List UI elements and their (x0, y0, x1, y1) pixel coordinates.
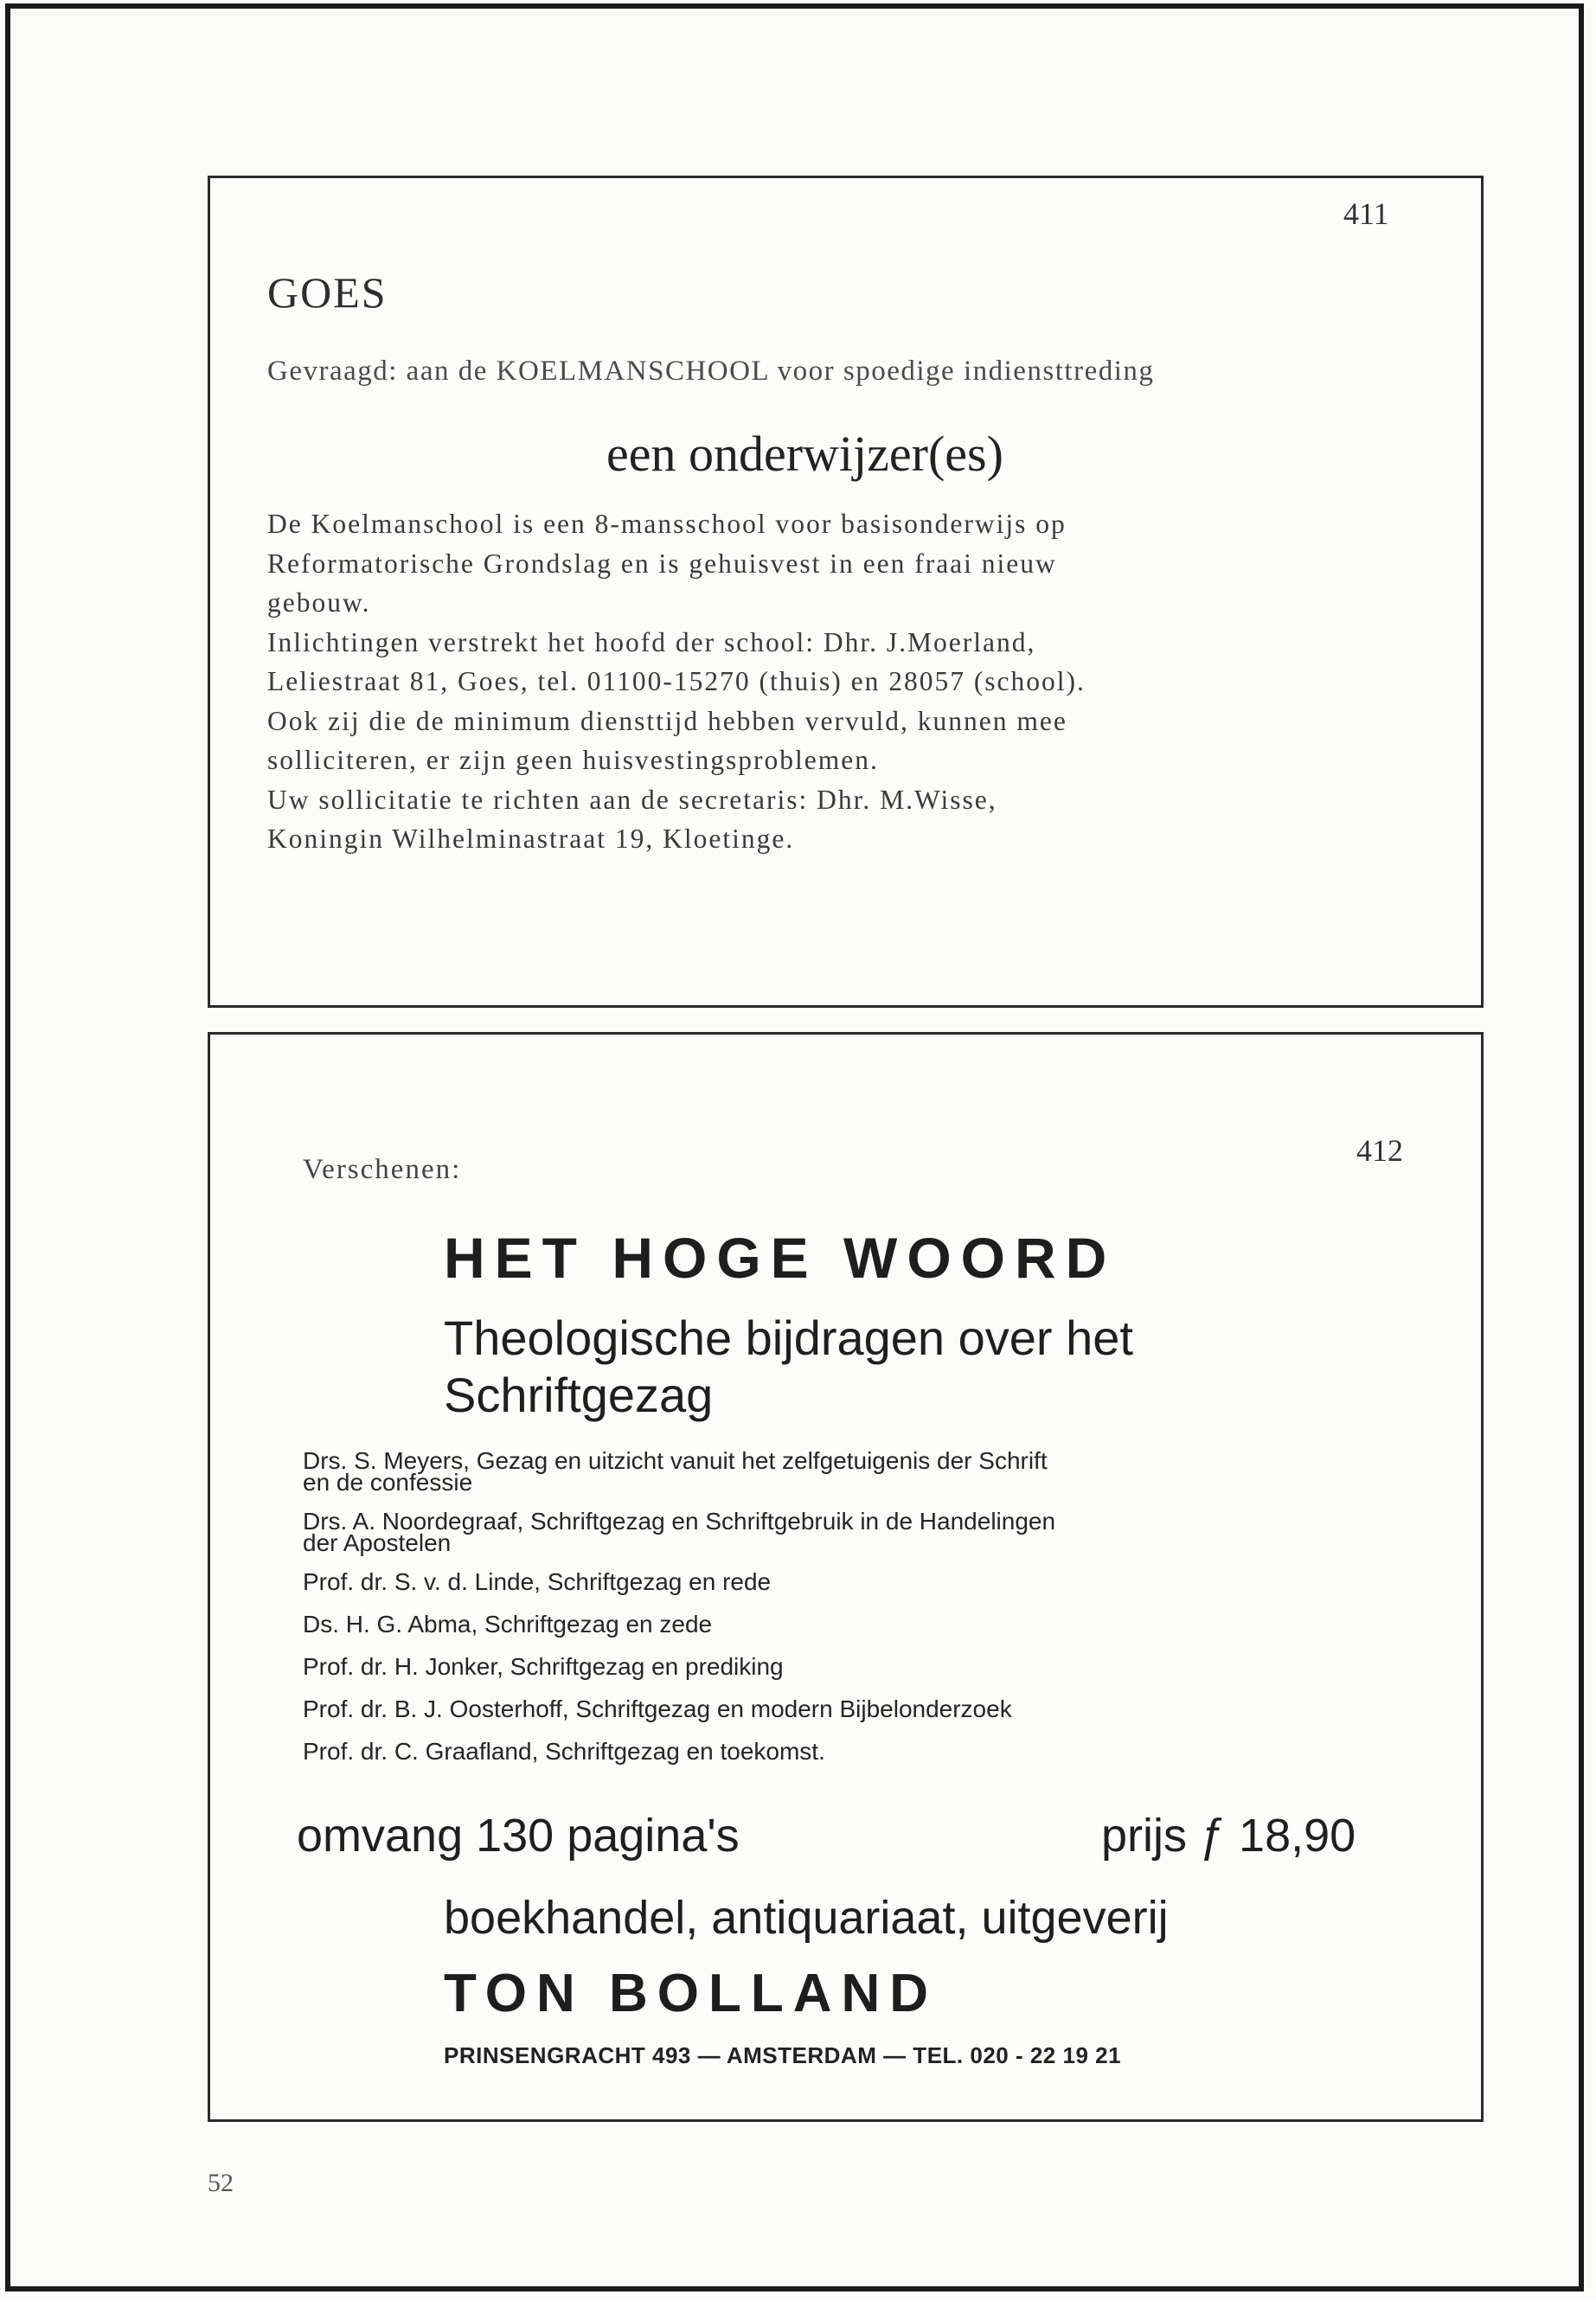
body-line: solliciteren, er zijn geen huisvestingsproblemen. (267, 745, 879, 775)
contributor-item (303, 1510, 1055, 1554)
body-line: Koningin Wilhelminastraat 19, Kloetinge. (267, 824, 795, 854)
publisher-name: TON BOLLAND (444, 1964, 939, 2023)
page-count: omvang 130 pagina's (297, 1810, 740, 1862)
ad-411-place: GOES (267, 268, 388, 317)
contributor-item (303, 1447, 1055, 1496)
contributor-list (303, 1447, 1056, 1783)
ad-411-position: een onderwijzer(es) (606, 426, 1003, 482)
subtitle-line: Theologische bijdragen over het (444, 1311, 1133, 1365)
body-line: gebouw. (267, 587, 371, 618)
publisher-address: PRINSENGRACHT 493 — AMSTERDAM — TEL. 020 - 22 19 21 (444, 2042, 1122, 2068)
contributor-item (303, 1738, 1055, 1765)
contributor-line: Prof. dr. S. v. d. Linde, Schriftgezag en rede (303, 1568, 772, 1595)
contributor-line: Drs. A. Noordegraaf, Schriftgezag en Schriftgebruik in de Handelingen (303, 1508, 1056, 1535)
contributor-line: en de confessie (303, 1469, 473, 1496)
book-subtitle (444, 1310, 1133, 1424)
body-line: Ook zij die de minimum diensttijd hebben vervuld, kunnen mee (267, 705, 1067, 736)
ad-412-box (208, 1032, 1484, 2122)
book-title: HET HOGE WOORD (444, 1226, 1117, 1290)
contributor-line: Prof. dr. B. J. Oosterhoff, Schriftgezag en modern Bijbelonderzoek (303, 1695, 1012, 1722)
contributor-line: Drs. S. Meyers, Gezag en uitzicht vanuit het zelfgetuigenis der Schrift (303, 1447, 1048, 1474)
ad-411-body (267, 504, 1086, 859)
ad-411-number: 411 (1343, 196, 1389, 231)
price: prijs ƒ 18,90 (1101, 1810, 1356, 1862)
body-line: Uw sollicitatie te richten aan de secretaris: Dhr. M.Wisse, (267, 784, 997, 815)
subtitle-line: Schriftgezag (444, 1368, 714, 1422)
body-line: Reformatorische Grondslag en is gehuisvest in een fraai nieuw (267, 548, 1057, 579)
body-line: De Koelmanschool is een 8-mansschool voor basisonderwijs op (267, 509, 1067, 539)
body-line: Leliestraat 81, Goes, tel. 01100-15270 (thuis) en 28057 (school). (267, 666, 1086, 696)
contributor-item (303, 1611, 1055, 1638)
shop-type: boekhandel, antiquariaat, uitgeverij (444, 1892, 1169, 1944)
contributor-line: Prof. dr. H. Jonker, Schriftgezag en prediking (303, 1653, 784, 1680)
page-number: 52 (208, 2169, 234, 2197)
ad-412-label: Verschenen: (303, 1154, 462, 1185)
contributor-item (303, 1568, 1055, 1595)
ad-411-intro: Gevraagd: aan de KOELMANSCHOOL voor spoedige indiensttreding (267, 356, 1155, 387)
ad-411-box (208, 176, 1484, 1008)
body-line: Inlichtingen verstrekt het hoofd der school: Dhr. J.Moerland, (267, 626, 1036, 657)
contributor-line: Prof. dr. C. Graafland, Schriftgezag en toekomst. (303, 1738, 825, 1765)
ad-412-number: 412 (1356, 1133, 1403, 1168)
contributor-line: der Apostelen (303, 1529, 452, 1556)
contributor-item (303, 1695, 1055, 1722)
contributor-line: Ds. H. G. Abma, Schriftgezag en zede (303, 1611, 713, 1638)
contributor-item (303, 1653, 1055, 1680)
